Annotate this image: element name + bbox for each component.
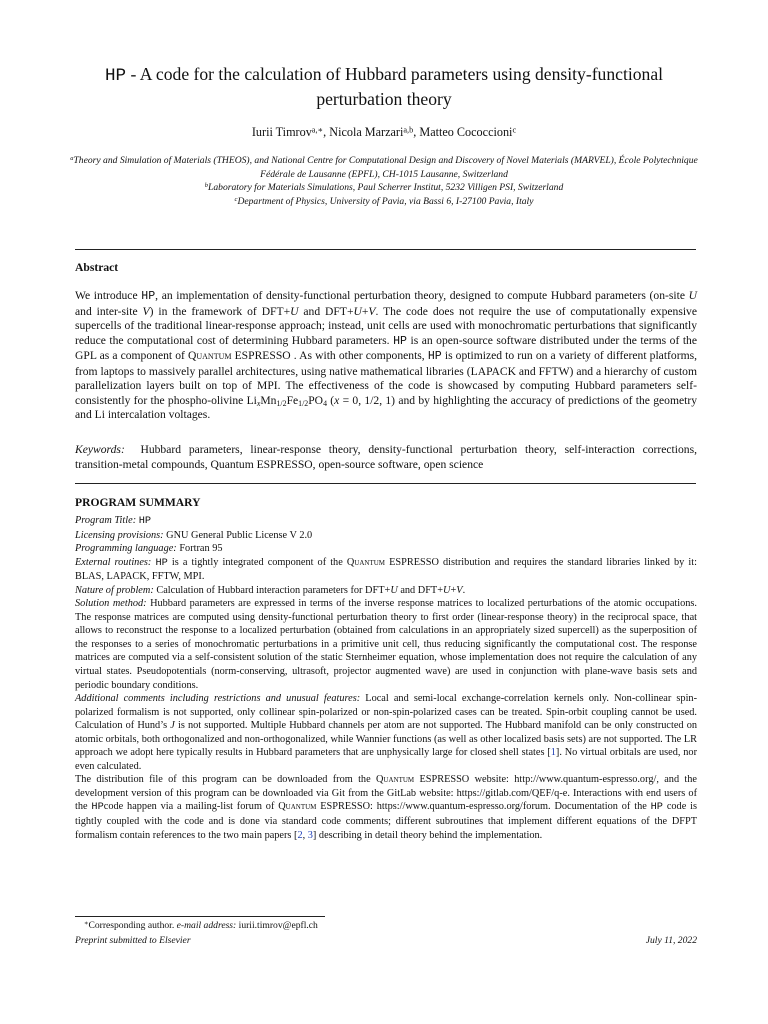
summary-solution-method: Solution method: Hubbard parameters are expressed in terms of the inverse response matrices to localized perturbations of the atomic occupations. The response matrices are computed using density-functional perturbation theory to first order (linear-response theory) in the reciprocal space, that allows to reconstruct the response to a localized perturbation (obtained from calculations in an appropriately sized supercell) as the superposition of the responses to a series of monochromatic perturbations in a primitive unit cell, thus reducing significantly the computational cost. The response matrices are computed via a self-consistent solution of the static Sternheimer equation, whose implementation does not require the calculation of any virtual states. Pseudopotentials (norm-conserving, ultrasoft, projector augmented wave) are used in conjunction with plane-wave basis sets and periodic boundary conditions. — [75, 598, 698, 691]
summary-distribution: The distribution file of this program can be downloaded from the Quantum ESPRESSO website: http://www.quantum-espresso.org/, and the development version of this program can be downloaded via Git from the GitLab website: https://gitlab.com/QEF/q-e. Interactions with end users of the HPcode happen via a mailing-list forum of Quantum ESPRESSO: https://www.quantum-espresso.org/forum. Documentation of the HP code is tightly coupled with the code and is done via standard code comments; different subroutines that implement different equations of the DFPT formalism contain references to the two main papers [2, 3] describing in detail theory behind the implementation. — [75, 774, 697, 841]
summary-program-title: Program Title: HP — [75, 515, 152, 527]
citation-link[interactable]: 2 — [297, 829, 303, 841]
footnote-corresponding-author: ∗Corresponding author. e-mail address: iurii.timrov@epfl.ch — [84, 920, 318, 931]
preprint-date: July 11, 2022 — [645, 935, 697, 946]
citation-link[interactable]: 1 — [550, 747, 556, 759]
summary-license: Licensing provisions: GNU General Public License V 2.0 — [75, 529, 313, 541]
summary-language: Programming language: Fortran 95 — [75, 543, 223, 555]
summary-nature-of-problem: Nature of problem: Calculation of Hubbard interaction parameters for DFT+U and DFT+U+V. — [75, 584, 466, 596]
divider — [75, 249, 696, 250]
citation-link[interactable]: 3 — [307, 829, 313, 841]
title-code: HP — [104, 66, 127, 86]
author-list: Iurii Timrov$^{a,∗}$, Nicola Marzari$^{a,b}$, Matteo Cococcioni$^c$ — [251, 125, 517, 139]
keywords-label: Keywords: — [75, 443, 125, 456]
author-name: Iurii Timrov — [251, 125, 312, 139]
program-summary — [75, 514, 697, 842]
divider — [75, 483, 696, 484]
paper-title — [60, 63, 708, 111]
keywords-text: Hubbard parameters, linear-response theory, density-functional perturbation theory, self-interaction corrections, transition-metal compounds, Quantum ESPRESSO, open-source software, open science — [75, 443, 698, 471]
abstract-text: We introduce HP, an implementation of density-functional perturbation theory, designed to compute Hubbard parameters (on-site U and inter-site V) in the framework of DFT+U and DFT+U+V. The code does not require the use of computationally expensive supercells of the traditional linear-response approach; instead, unit cells are used with monochromatic perturbations that significantly reduce the computational cost of determining Hubbard parameters. HP is an open-source software distributed under the terms of the GPL as a component of Quantum ESPRESSO . As with other components, HP is optimized to run on a variety of different platforms, from laptops to massively parallel architectures, using native mathematical libraries (LAPACK and FFTW) and a hierarchy of custom parallelization layers built on top of MPI. The effectiveness of the code is showcased by computing Hubbard parameters self-consistently for the phospho-olivine $Li_xMn_{1/2}Fe_{1/2}PO_4$ (x = 0, 1/2, 1) and by highlighting the accuracy of predictions of the geometry and Li intercalation voltages. — [75, 289, 698, 421]
affiliation: $^c$Department of Physics, University of Pavia, via Bassi 6, I-27100 Pavia, Italy — [234, 195, 534, 207]
abstract-heading: Abstract — [75, 261, 119, 274]
footnote-divider — [75, 916, 325, 917]
affiliation: $^a$Theory and Simulation of Materials (THEOS), and National Centre for Computational Design and Discovery of Novel Materials (MARVEL), École Polytechnique Fédérale de Lausanne (EPFL), CH-1015 Lausanne, Switzerland — [70, 155, 698, 180]
author-affil-mark: c — [512, 125, 517, 135]
affiliations — [60, 154, 708, 208]
author-affil-mark: a,∗ — [311, 125, 324, 135]
affiliation: $^b$Laboratory for Materials Simulations, Paul Scherrer Institut, 5232 Villigen PSI, Switzerland — [204, 182, 564, 194]
summary-external-routines: External routines: HP is a tightly integrated component of the Quantum ESPRESSO distribution and requires the standard libraries linked by it: BLAS, LAPACK, FFTW, MPI. — [75, 556, 697, 583]
keywords — [75, 443, 697, 472]
summary-additional-comments: Additional comments including restrictions and unusual features: Local and semi-local exchange-correlation kernels only. Non-collinear spin-polarized formalism is not supported, only collinear spin-polarized or non-spin-polarized cases can be treated. Spin-orbit coupling cannot be used. Calculation of Hund’s J is not supported. Multiple Hubbard channels per atom are not supported. The Hubbard manifold can be only constructed on atomic orbitals, both orthogonalized and non-orthogonalized, while Wannier functions (as well as other localized basis sets) are not supported. The LR approach we adopt here typically results in Hubbard parameters that are unphysically large for closed shell states [1]. No virtual orbitals are used, nor even calculated. — [75, 693, 698, 772]
program-summary-heading: PROGRAM SUMMARY — [75, 496, 201, 509]
author-name: Matteo Cococcioni — [419, 125, 513, 139]
title-text: - A code for the calculation of Hubbard parameters using density-functional perturbation theory — [126, 64, 664, 109]
preprint-note: Preprint submitted to Elsevier — [75, 935, 191, 946]
author-name: Nicola Marzari — [329, 125, 404, 139]
author-affil-mark: a,b — [403, 125, 414, 135]
